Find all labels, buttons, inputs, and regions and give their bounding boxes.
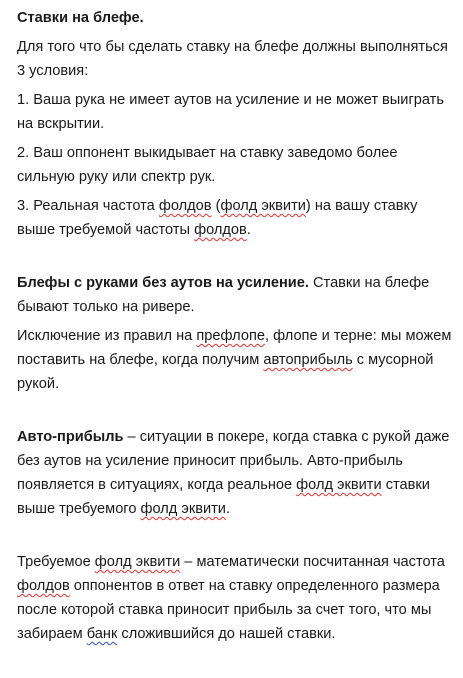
condition-1: 1. Ваша рука не имеет аутов на усиление и не может выиграть на вскрытии. [17,92,444,132]
condition-3: 3. Реальная частота фолдов (фолд эквити) на вашу ставку выше требуемой частоты фолдов. [17,198,418,238]
section-heading: Ставки на блефе. [17,10,144,26]
exception-paragraph: Исключение из правил на префлопе, флопе и терне: мы можем поставить на блефе, когда получим автоприбыль с мусорной рукой. [17,328,452,392]
autoprofit-paragraph: Авто-прибыль – ситуации в покере, когда ставка с рукой даже без аутов на усиление приносит прибыль. Авто-прибыль появляется в ситуациях, когда реальное фолд эквити ставки выше требуемого фолд эквити. [17,429,450,517]
required-fold-equity-paragraph: Требуемое фолд эквити – математически посчитанная частота фолдов оппонентов в ответ на ставку определенного размера после которой ставка приносит прибыль за счет того, что мы забираем банк сложившийся до нашей ставки. [17,554,445,642]
autoprofit-term: Авто-прибыль [17,429,124,445]
intro-paragraph: Для того что бы сделать ставку на блефе должны выполняться 3 условия: [17,39,448,79]
condition-2: 2. Ваш оппонент выкидывает на ставку заведомо более сильную руку или спектр рук. [17,145,398,185]
bluffs-paragraph: Блефы с руками без аутов на усиление. Ставки на блефе бывают только на ривере. [17,275,430,315]
bluffs-title: Блефы с руками без аутов на усиление. [17,275,309,291]
